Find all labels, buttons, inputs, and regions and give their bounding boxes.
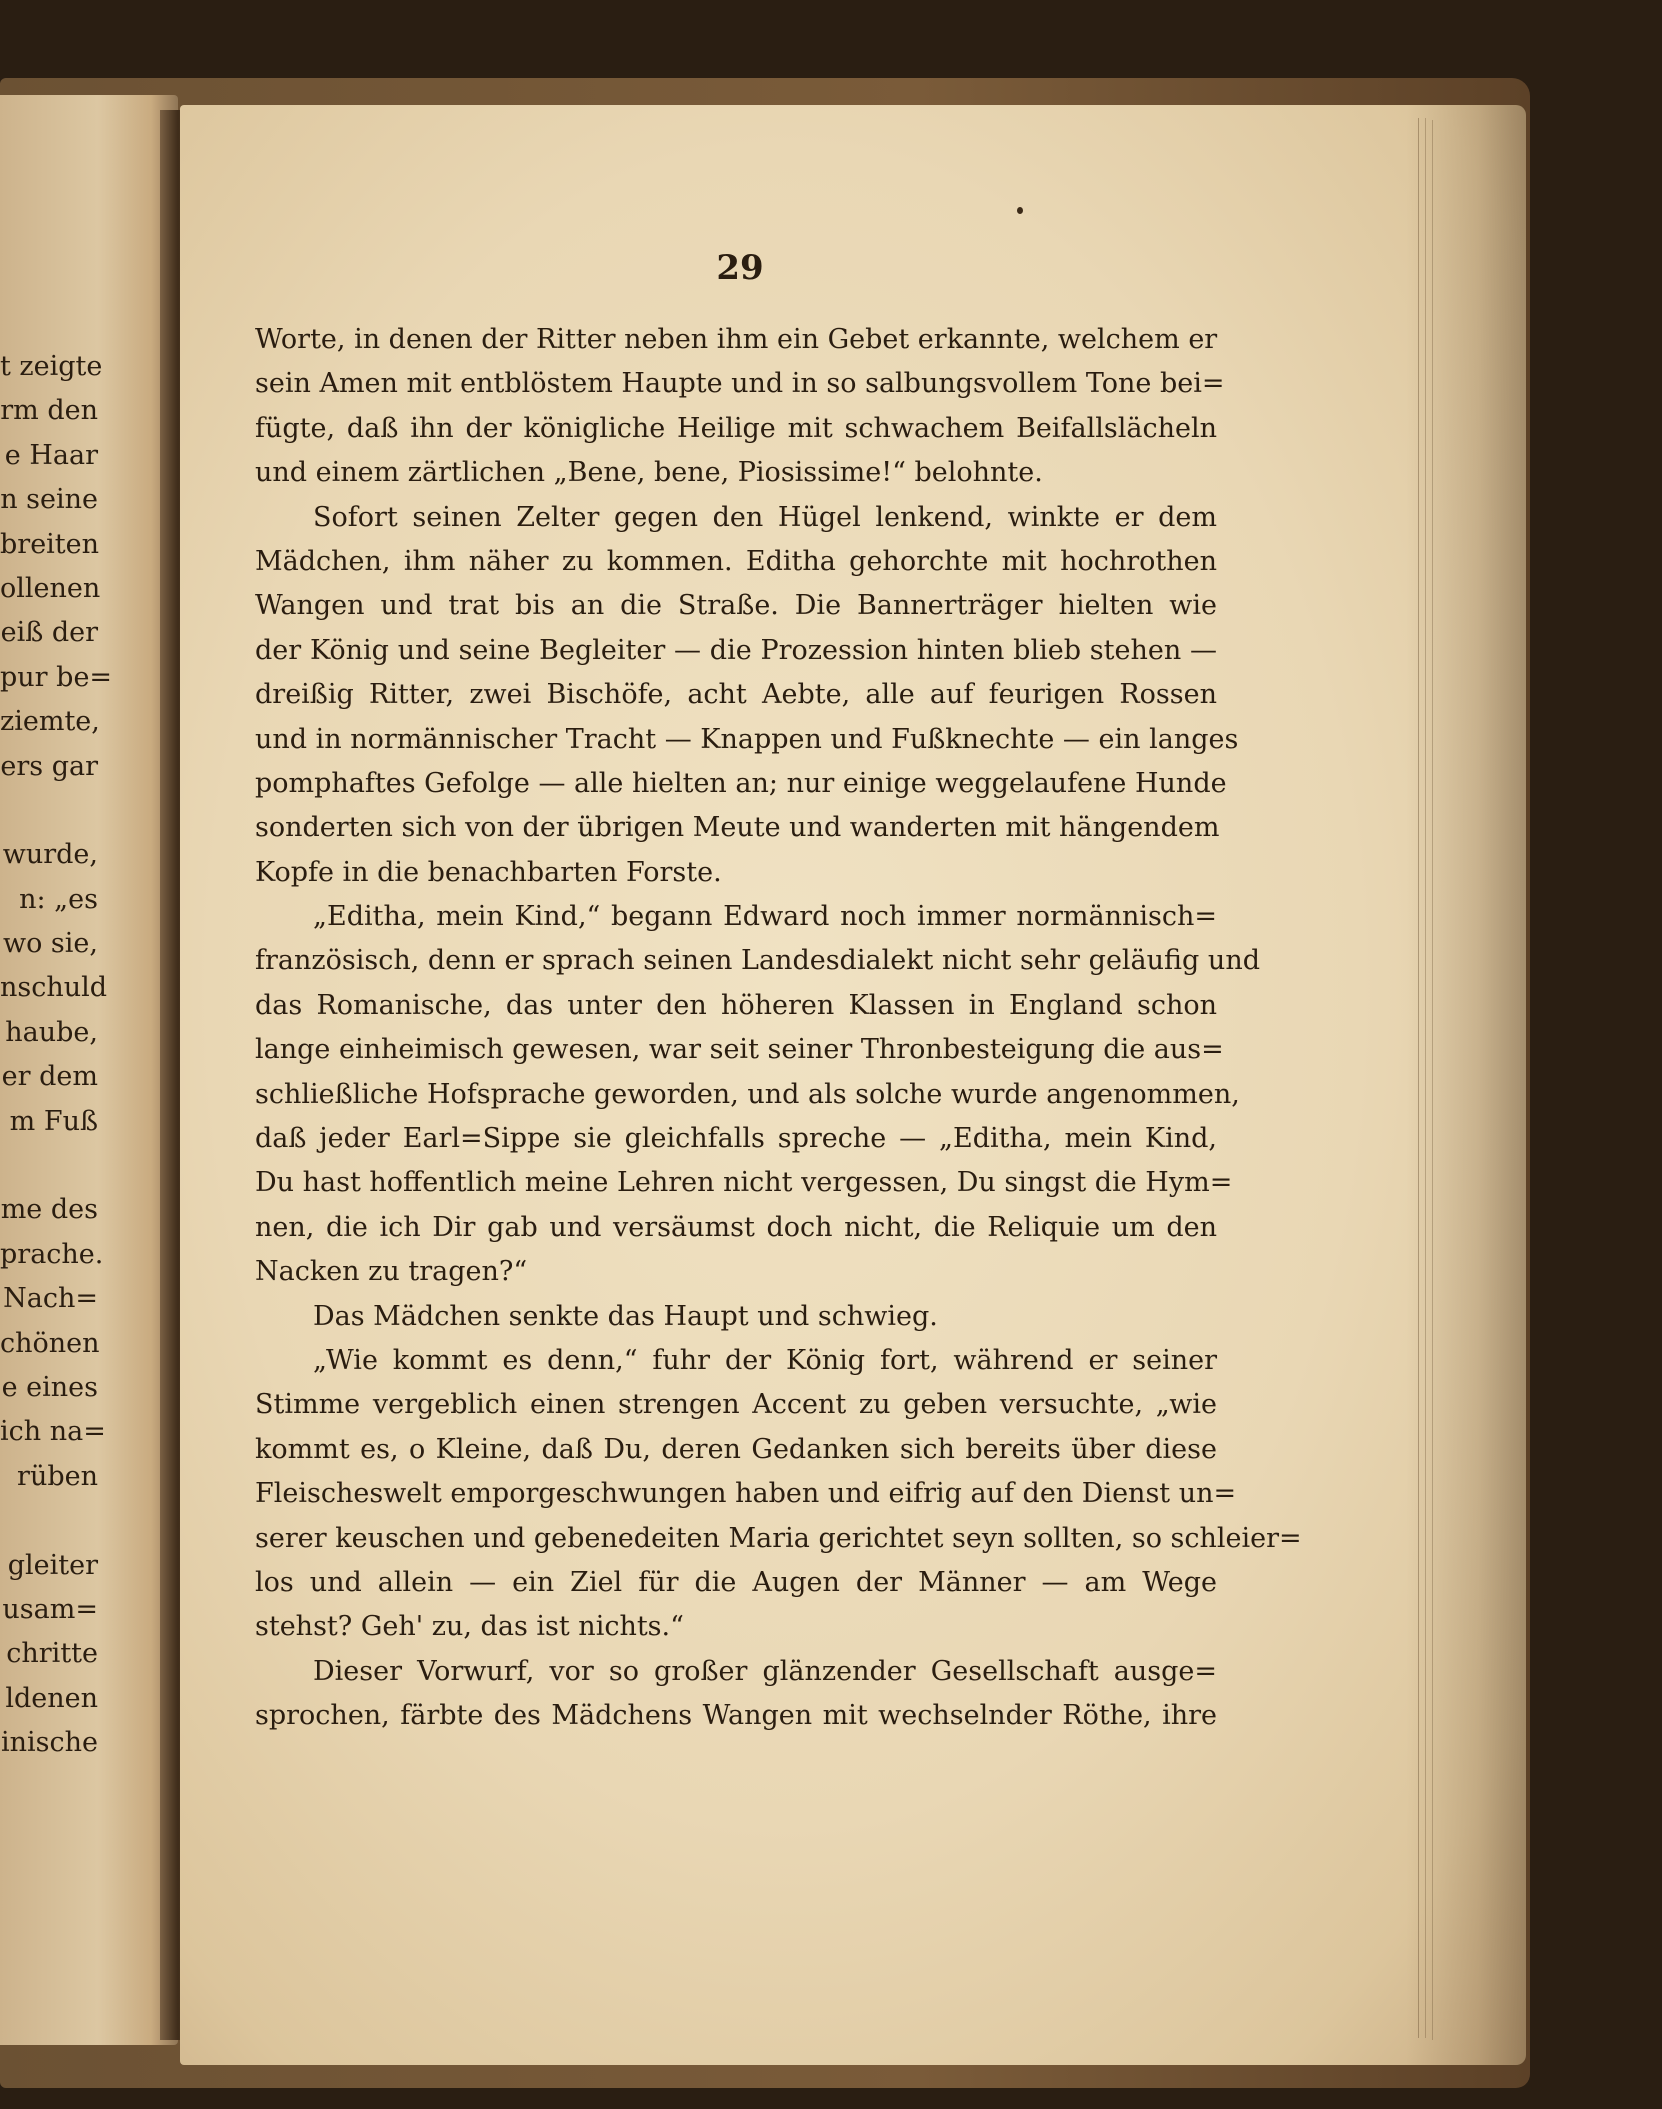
text-line: schließliche Hofsprache geworden, und als solche wurde angenommen,: [255, 1078, 1240, 1110]
text-line: Sofort seinen Zelter gegen den Hügel lenkend, winkte er dem: [313, 501, 1217, 533]
facing-text-fragment: ich na=: [0, 1416, 106, 1448]
facing-text-fragment: e eines: [1, 1371, 98, 1403]
facing-text-fragment: prache.: [0, 1238, 104, 1270]
text-line: Nacken zu tragen?“: [255, 1256, 528, 1288]
facing-text-fragment: ers gar: [0, 750, 98, 782]
facing-text-fragment: [0, 1144, 98, 1188]
text-line: Kopfe in die benachbarten Forste.: [255, 856, 722, 888]
text-line: daß jeder Earl=Sippe sie gleichfalls spreche — „Editha, mein Kind,: [255, 1123, 1217, 1155]
text-line: Wangen und trat bis an die Straße. Die Bannerträger hielten wie: [255, 590, 1217, 622]
facing-text-fragment: pur be=: [0, 661, 113, 693]
facing-page-text: [0, 345, 113, 1766]
facing-text-fragment: nschuld: [0, 972, 108, 1004]
text-line: Worte, in denen der Ritter neben ihm ein Gebet erkannte, welchem er: [255, 324, 1218, 355]
text-line: nen, die ich Dir gab und versäumst doch nicht, die Reliquie um den: [255, 1211, 1217, 1243]
text-line: kommt es, o Kleine, daß Du, deren Gedanken sich bereits über diese: [255, 1433, 1217, 1465]
facing-text-fragment: n seine: [0, 484, 98, 516]
text-line: serer keuschen und gebenedeiten Maria gerichtet seyn sollten, so schleier=: [255, 1522, 1302, 1554]
facing-text-fragment: gleiter: [7, 1549, 98, 1581]
facing-text-fragment: rüben: [17, 1460, 98, 1492]
facing-text-fragment: n: „es: [19, 883, 98, 915]
facing-text-fragment: breiten: [0, 528, 100, 560]
text-line: französisch, denn er sprach seinen Landesdialekt nicht sehr geläufig und: [255, 945, 1260, 977]
facing-text-fragment: ollenen: [0, 572, 101, 604]
facing-text-fragment: t zeigte: [0, 351, 103, 382]
text-line: Dieser Vorwurf, vor so großer glänzender Gesellschaft ausge=: [313, 1655, 1217, 1687]
page-number: 29: [716, 248, 764, 288]
facing-text-fragment: chritte: [6, 1638, 98, 1670]
page-edge-lines: [1418, 118, 1426, 2038]
facing-text-fragment: ldenen: [5, 1682, 98, 1714]
facing-text-fragment: ziemte,: [0, 706, 100, 738]
text-line: Mädchen, ihm näher zu kommen. Editha gehorchte mit hochrothen: [255, 545, 1217, 577]
main-text-block: [255, 318, 1302, 1739]
facing-text-fragment: haube,: [5, 1016, 98, 1048]
text-line: sprochen, färbte des Mädchens Wangen mit wechselnder Röthe, ihre: [255, 1700, 1217, 1732]
text-line: „Wie kommt es denn,“ fuhr der König fort, während er seiner: [313, 1344, 1217, 1376]
facing-text-fragment: er dem: [1, 1061, 98, 1093]
text-line: pomphaftes Gefolge — alle hielten an; nur einige weggelaufene Hunde: [255, 767, 1227, 799]
facing-text-fragment: Nach=: [3, 1283, 98, 1315]
facing-text-fragment: m Fuß: [9, 1105, 98, 1137]
facing-text-fragment: eiß der: [0, 617, 98, 649]
ink-speck: [1017, 207, 1023, 214]
facing-text-fragment: [0, 789, 98, 833]
text-line: das Romanische, das unter den höheren Klassen in England schon: [255, 989, 1217, 1021]
text-line: Fleischeswelt emporgeschwungen haben und eifrig auf den Dienst un=: [255, 1478, 1237, 1510]
text-line: dreißig Ritter, zwei Bischöfe, acht Aebte, alle auf feurigen Rossen: [255, 679, 1217, 711]
text-line: sonderten sich von der übrigen Meute und wanderten mit hängendem: [255, 812, 1220, 844]
text-line: sein Amen mit entblöstem Haupte und in so salbungsvollem Tone bei=: [255, 368, 1225, 400]
text-line: los und allein — ein Ziel für die Augen der Männer — am Wege: [255, 1566, 1217, 1598]
text-line: Du hast hoffentlich meine Lehren nicht vergessen, Du singst die Hym=: [255, 1167, 1233, 1199]
text-line: und einem zärtlichen „Bene, bene, Piosissime!“ belohnte.: [255, 457, 1043, 489]
facing-text-fragment: me des: [0, 1194, 98, 1226]
facing-text-fragment: wo sie,: [2, 928, 98, 960]
text-line: der König und seine Begleiter — die Prozession hinten blieb stehen —: [255, 634, 1217, 666]
facing-text-fragment: inische: [0, 1727, 98, 1759]
facing-text-fragment: chönen: [0, 1327, 100, 1359]
facing-text-fragment: usam=: [2, 1593, 98, 1625]
text-line: Stimme vergeblich einen strengen Accent zu geben versuchte, „wie: [255, 1389, 1217, 1421]
text-line: Das Mädchen senkte das Haupt und schwieg.: [313, 1300, 938, 1332]
text-line: lange einheimisch gewesen, war seit seiner Thronbesteigung die aus=: [255, 1034, 1224, 1066]
facing-text-fragment: rm den: [0, 395, 98, 427]
text-line: fügte, daß ihn der königliche Heilige mit schwachem Beifallslächeln: [255, 412, 1217, 444]
facing-text-fragment: e Haar: [4, 439, 98, 471]
page-edge-lines-inner: [1432, 120, 1437, 2040]
text-line: stehst? Geh' zu, das ist nichts.“: [255, 1611, 684, 1643]
text-line: „Editha, mein Kind,“ begann Edward noch immer normännisch=: [313, 901, 1217, 933]
facing-text-fragment: [0, 1499, 98, 1543]
text-line: und in normännischer Tracht — Knappen und Fußknechte — ein langes: [255, 723, 1239, 755]
facing-text-fragment: wurde,: [2, 839, 98, 871]
